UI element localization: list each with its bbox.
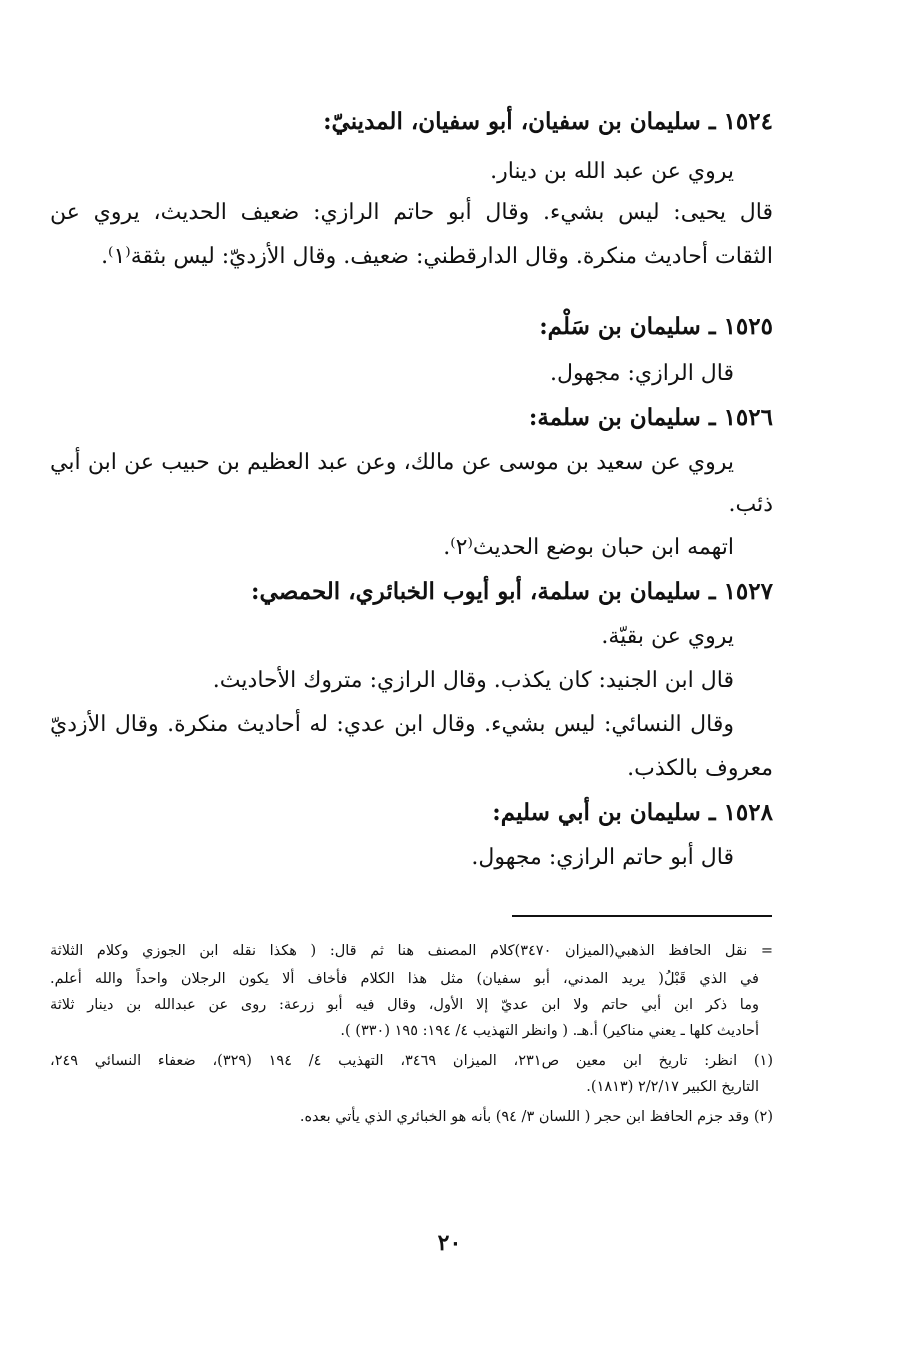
entry-line: وقال النسائي: ليس بشيء. وقال ابن عدي: له أحاديث منكرة. وقال الأزديّ [50, 712, 734, 737]
page-number: ٢٠ [437, 1230, 462, 1256]
footnote-divider [512, 915, 772, 917]
entry-line: الثقات أحاديث منكرة. وقال الدارقطني: ضعيف. وقال الأزديّ: ليس بثقة⁽١⁾. [101, 244, 773, 269]
entry-heading-1527: ١٥٢٧ ـ سليمان بن سلمة، أبو أيوب الخبائري، الحمصي: [251, 578, 773, 605]
entry-line: معروف بالكذب. [627, 756, 773, 781]
entry-line: قال أبو حاتم الرازي: مجهول. [471, 845, 734, 870]
footnote-2: (٢) وقد جزم الحافظ ابن حجر ( اللسان ٣/ ٩٤) بأنه هو الخبائري الذي يأتي بعده. [299, 1109, 773, 1125]
entry-line: يروي عن سعيد بن موسى عن مالك، وعن عبد العظيم بن حبيب عن ابن أبي [50, 450, 734, 475]
footnote-line: أحاديث كلها ـ يعني مناكير) أ.هـ. ( وانظر التهذيب ٤/ ١٩٤: ١٩٥ (٣٣٠) ). [340, 1023, 759, 1039]
footnote-line: في الذي قَبْلُ( يريد المدني، أبو سفيان) مثل هذا الكلام فأخاف ألا يكون الرجلان واحداً والله أعلم. [50, 971, 759, 987]
footnote-line: التاريخ الكبير ٢/٢/١٧ (١٨١٣). [586, 1079, 759, 1095]
entry-line: قال الرازي: مجهول. [550, 361, 734, 386]
entry-line: قال يحيى: ليس بشيء. وقال أبو حاتم الرازي: ضعيف الحديث، يروي عن [50, 200, 773, 225]
entry-line: يروي عن عبد الله بن دينار. [490, 159, 734, 184]
entry-line: ذئب. [728, 492, 773, 517]
entry-line: يروي عن بقيّة. [601, 624, 734, 649]
entry-heading-1528: ١٥٢٨ ـ سليمان بن أبي سليم: [492, 799, 773, 826]
entry-line: قال ابن الجنيد: كان يكذب. وقال الرازي: متروك الأحاديث. [212, 668, 734, 693]
footnote-1: (١) انظر: تاريخ ابن معين ص٢٣١، الميزان ٣٤٦٩، التهذيب ٤/ ١٩٤ (٣٢٩)، ضعفاء النسائي ٢٤٩، [50, 1053, 773, 1069]
entry-heading-1525: ١٥٢٥ ـ سليمان بن سَلْم: [539, 313, 773, 340]
entry-heading-1526: ١٥٢٦ ـ سليمان بن سلمة: [528, 404, 773, 431]
footnote-line: = نقل الحافظ الذهبي(الميزان ٣٤٧٠)كلام المصنف هنا ثم قال: ( هكذا نقله ابن الجوزي وكلام الثلاثة [50, 943, 773, 959]
entry-line: اتهمه ابن حبان بوضع الحديث⁽٢⁾. [443, 535, 734, 560]
footnote-line: وما ذكر ابن أبي حاتم ولا ابن عديّ إلا الأول، وقال فيه أبو زرعة: روى عن عبدالله بن دينار ثلاثة [50, 997, 759, 1013]
entry-heading-1524: ١٥٢٤ ـ سليمان بن سفيان، أبو سفيان، المدينيّ: [323, 108, 773, 135]
